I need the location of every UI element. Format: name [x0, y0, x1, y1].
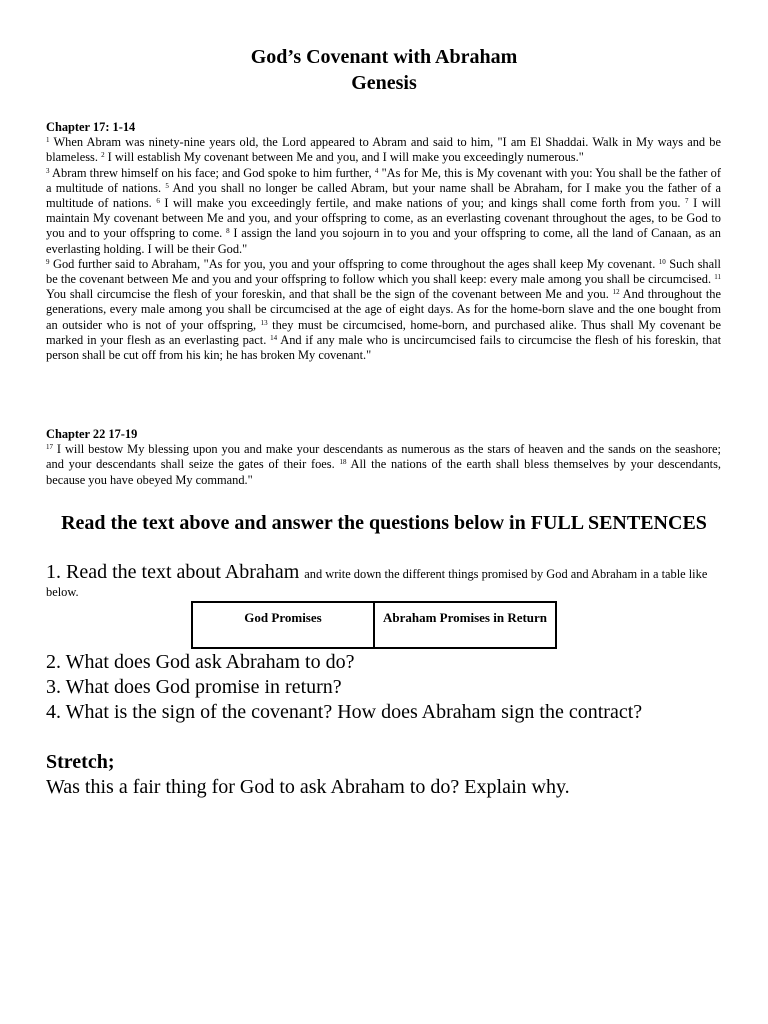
verse-text: I will make you exceedingly fertile, and make nations of you; and kings shall come forth from you.: [159, 196, 686, 211]
verse-text: I will maintain My covenant between Me and you, and your offspring to come, as an everlasting covenant throughout the ages, to be God to you and to your offspring to come.: [46, 196, 722, 241]
chapter-17-heading: Chapter 17: 1-14: [46, 120, 136, 134]
verse-text: And throughout the generations, every male among you shall be circumcised at the age of eight days. As for the home-born slave and the one bought from an outsider who is not of your offspring,: [46, 287, 721, 332]
instructions-heading: Read the text above and answer the questions below in FULL SENTENCES: [61, 512, 707, 534]
verse-number: 11: [714, 273, 721, 282]
chapter-17-paragraph-3: [46, 257, 721, 363]
verse-number: 9: [46, 257, 50, 266]
table-header-god-promises: God Promises: [192, 602, 374, 648]
page-subtitle: Genesis: [351, 72, 417, 94]
chapter-22-paragraph-1: [46, 442, 721, 488]
question-4: 4. What is the sign of the covenant? How does Abraham sign the contract?: [46, 701, 643, 723]
table-row: [192, 602, 556, 648]
verse-number: 7: [685, 197, 689, 206]
verse-number: 14: [270, 333, 278, 342]
verse-number: 8: [226, 227, 230, 236]
verse-number: 6: [156, 197, 160, 206]
verse-text: Abram threw himself on his face; and God spoke to him further,: [49, 165, 375, 180]
verse-number: 18: [339, 458, 347, 467]
verse-number: 17: [46, 443, 53, 452]
verse-text: All the nations of the earth shall bless themselves by your descendants, because you have obeyed My command.": [46, 457, 721, 487]
verse-text: And you shall no longer be called Abram, but your name shall be Abraham, for I make you the father of a multitude of nations.: [46, 180, 721, 211]
chapter-22-heading: Chapter 22 17-19: [46, 427, 138, 441]
chapter-17-paragraph-2: [46, 166, 721, 257]
question-2: 2. What does God ask Abraham to do?: [46, 651, 355, 673]
verse-number: 10: [658, 257, 666, 266]
verse-text: they must be circumcised, home-born, and purchased alike. Thus shall My covenant be marked in your flesh as an everlasting pact.: [46, 317, 721, 347]
verse-number: 4: [374, 166, 379, 175]
chapter-17-section: [46, 120, 721, 363]
stretch-label: Stretch;: [46, 751, 115, 773]
chapter-22-section: [46, 427, 721, 488]
stretch-question: Was this a fair thing for God to ask Abraham to do? Explain why.: [46, 776, 570, 798]
question-1-lead: 1. Read the text about Abraham: [46, 561, 305, 583]
question-1-detail: and write down the different things promised by God and Abraham in a table like below.: [46, 567, 708, 599]
verse-number: 3: [46, 166, 50, 175]
verse-text: I assign the land you sojourn in to you and your offspring to come, all the land of Canaan, as an everlasting holding. I will be their God.": [46, 226, 722, 256]
verse-number: 13: [260, 318, 268, 327]
verse-text: God further said to Abraham, "As for you, you and your offspring to come throughout the ages shall keep My covenant.: [49, 256, 659, 271]
table-header-abraham-promises: Abraham Promises in Return: [374, 602, 556, 648]
verse-number: 2: [101, 151, 105, 160]
verse-text: When Abram was ninety-nine years old, the Lord appeared to Abram and said to him, "I am El Shaddai. Walk in My ways and be blameless.: [46, 135, 721, 165]
verse-text: And if any male who is uncircumcised fails to circumcise the flesh of his foreskin, that person shall be cut off from his kin; he has broken My covenant.": [46, 332, 722, 363]
question-1: [46, 563, 722, 601]
verse-text: I will bestow My blessing upon you and make your descendants as numerous as the stars of heaven and the sands on the seashore; and your descendants shall seize the gates of their foes.: [46, 442, 721, 472]
promises-table: [191, 601, 557, 649]
verse-text: I will establish My covenant between Me and you, and I will make you exceedingly numerous.": [104, 150, 584, 165]
verse-number: 12: [612, 288, 620, 297]
verse-number: 1: [46, 136, 50, 145]
page-title: God’s Covenant with Abraham: [250, 46, 518, 68]
verse-number: 5: [165, 181, 169, 190]
chapter-17-paragraph-1: [46, 135, 721, 165]
verse-text: You shall circumcise the flesh of your foreskin, and that shall be the sign of the covenant between Me and you.: [46, 287, 613, 302]
question-3: 3. What does God promise in return?: [46, 676, 342, 698]
verse-text: Such shall be the covenant between Me and you and your offspring to follow which you shall keep: every male among you shall be circumcised.: [46, 256, 721, 287]
verse-text: "As for Me, this is My covenant with you: You shall be the father of a multitude of nations.: [46, 165, 721, 195]
